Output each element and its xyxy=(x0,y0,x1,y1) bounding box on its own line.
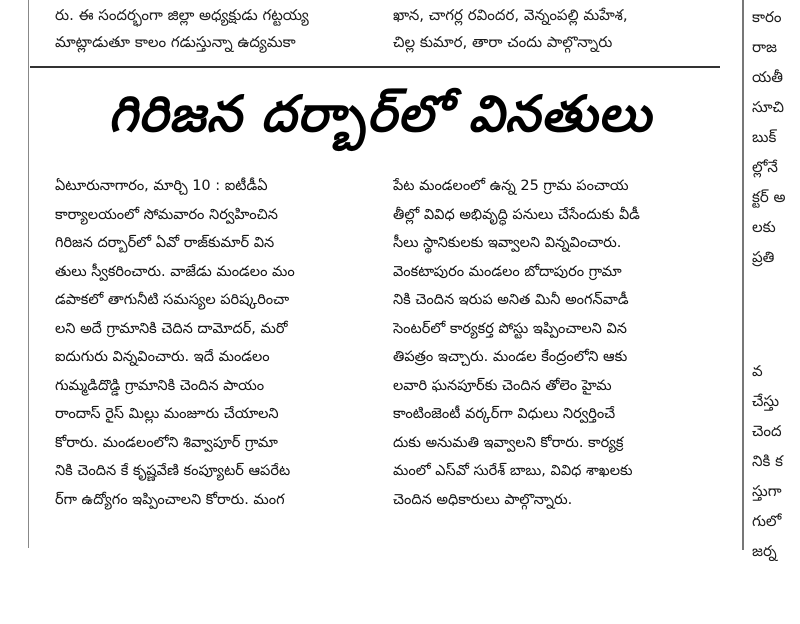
text-line: రాజ xyxy=(752,38,778,56)
text-line: వ xyxy=(752,362,763,380)
article-headline: గిరిజన దర్బార్‌లో వినతులు xyxy=(108,84,652,143)
text-line: జర్న xyxy=(752,542,777,560)
text-line: చెంద xyxy=(752,422,782,440)
text-line: తిపత్రం ఇచ్చారు. మండల కేంద్రంలోని ఆకు xyxy=(393,349,628,365)
text-line: కోరారు. మండలంలోని శివ్వాపూర్ గ్రామా xyxy=(55,434,278,451)
text-line: చేస్తు xyxy=(752,392,780,410)
text-line: లవారి ఘనపూర్‌కు చెందిన తోలెం హైమ xyxy=(393,377,612,394)
section-separator xyxy=(30,66,720,68)
text-line: ఏటూరునాగారం, మార్చి 10 : ఐటీడీఏ xyxy=(55,178,268,194)
text-line: పేట మండలంలో ఉన్న 25 గ్రామ పంచాయ xyxy=(393,178,629,194)
text-line: స్తుగా xyxy=(752,482,782,500)
text-line: కార్యాలయంలో సోమవారం నిర్వహించిన xyxy=(55,206,278,223)
text-line: నికి చెందిన కే కృష్ణవేణి కంప్యూటర్ ఆపరేట xyxy=(55,463,291,479)
text-line: గిరిజన దర్బార్‌లో ఏవో రాజ్‌కుమార్ విన xyxy=(55,235,275,251)
text-line: కాంటింజెంటీ వర్కర్‌గా విధులు నిర్వర్తించే xyxy=(393,406,616,422)
text-line: ప్రతి xyxy=(752,248,775,266)
text-line: ఖాన, చాగర్ల రవిందర, వెన్నంపల్లి మహేశ, xyxy=(393,6,628,24)
text-line: సూచి xyxy=(752,98,785,116)
text-line: డపాకలో తాగునీటి సమస్యల పరిష్కరించా xyxy=(55,292,290,308)
text-line: చెందిన అధికారులు పాల్గొన్నారు. xyxy=(393,491,573,508)
spacer xyxy=(752,272,800,356)
article-column-left xyxy=(55,172,377,514)
text-line: రాందాస్ రైస్ మిల్లు మంజూరు చేయాలని xyxy=(55,406,279,422)
text-line: సెంటర్‌లో కార్యకర్త పోస్టు ఇప్పించాలని విన xyxy=(393,320,627,337)
text-line: కారం xyxy=(752,8,782,26)
previous-article-fragment-left xyxy=(55,2,385,56)
text-line: రు. ఈ సందర్భంగా జిల్లా అధ్యక్షుడు గట్టయ్య xyxy=(55,6,309,24)
text-line: తులు స్వీకరించారు. వాజేడు మండలం మం xyxy=(55,263,295,280)
adjacent-article-fragment xyxy=(752,2,800,566)
text-line: వెంకటాపురం మండలం బోదాపురం గ్రామా xyxy=(393,263,622,280)
text-line: లకు xyxy=(752,218,776,236)
text-line: దుకు అనుమతి ఇవ్వాలని కోరారు. కార్యక్ర xyxy=(393,434,624,451)
article-column-right xyxy=(393,172,715,514)
text-line: నికి క xyxy=(752,452,783,470)
text-line: ల్లోనే xyxy=(752,158,778,176)
text-line: నికి చెందిన ఇరుప అనిత మినీ అంగన్‌వాడీ xyxy=(393,292,629,308)
text-line: గులో xyxy=(752,512,782,530)
text-line: ర్‌గా ఉద్యోగం ఇప్పించాలని కోరారు. మంగ xyxy=(55,491,285,508)
text-line: ఐదుగురు విన్నవించారు. ఇదే మండలం xyxy=(55,349,270,365)
text-line: మంలో ఎస్‌వో సురేశ్ బాబు, వివిధ శాఖలకు xyxy=(393,463,633,479)
text-line: గుమ్మడిదొడ్డి గ్రామానికి చెందిన పాయం xyxy=(55,377,265,394)
text-line: చిల్ల కుమార, తారా చందు పాల్గొన్నారు xyxy=(393,33,613,51)
column-divider-right xyxy=(742,0,744,550)
text-line: బుక్ xyxy=(752,128,777,146)
text-line: మాట్లాడుతూ కాలం గడుస్తున్నా ఉద్యమకా xyxy=(55,33,296,51)
previous-article-fragment-right xyxy=(393,2,723,56)
text-line: క్టర్ అ xyxy=(752,188,786,206)
text-line: యతీ xyxy=(752,68,784,86)
text-line: లని అదే గ్రామానికి చెదిన దామోదర్, మరో xyxy=(55,320,288,337)
column-divider-left xyxy=(28,0,29,548)
text-line: తీల్లో వివిధ అభివృద్ధి పనులు చేసేందుకు వీడీ xyxy=(393,206,640,223)
text-line: సీలు స్థానికులకు ఇవ్వాలని విన్నవించారు. xyxy=(393,235,622,251)
